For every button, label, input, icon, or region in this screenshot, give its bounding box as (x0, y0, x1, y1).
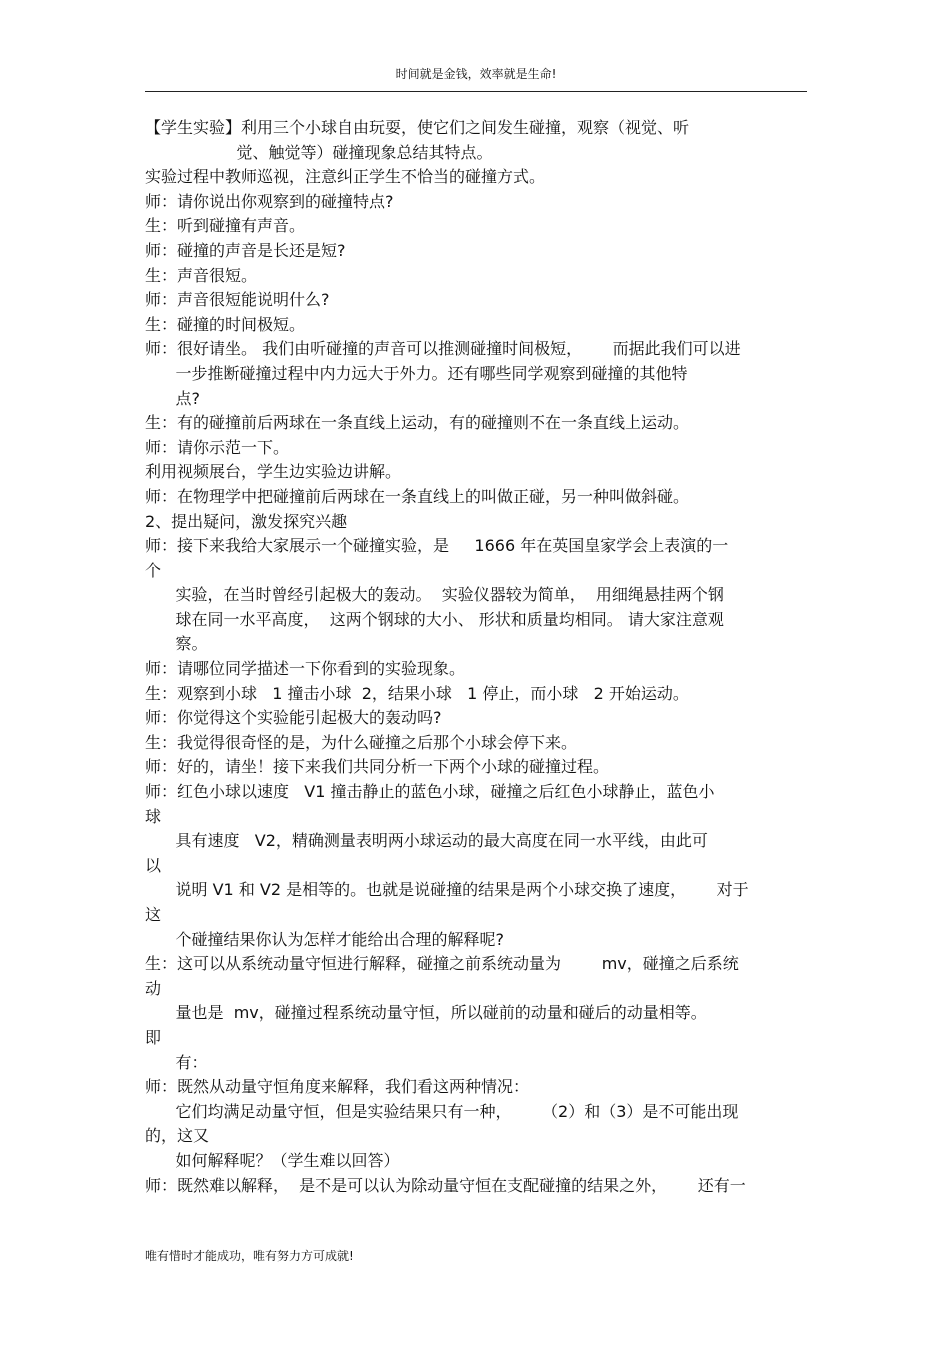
text-line: 量也是 mv，碰撞过程系统动量守恒，所以碰前的动量和碰后的动量相等。 (145, 1003, 707, 1023)
text-line: 师：在物理学中把碰撞前后两球在一条直线上的叫做正碰，另一种叫做斜碰。 (145, 486, 690, 506)
text-line: 有： (145, 1052, 208, 1072)
text-line: 球在同一水平高度， 这两个钢球的大小、 形状和质量均相同。 请大家注意观 (145, 609, 724, 629)
text-line: 如何解释呢？（学生难以回答） (145, 1150, 400, 1170)
text-line: 一步推断碰撞过程中内力远大于外力。还有哪些同学观察到碰撞的其他特 (145, 363, 688, 383)
text-line: 师：碰撞的声音是长还是短? (145, 240, 346, 260)
text-line: 觉、触觉等）碰撞现象总结其特点。 (145, 142, 493, 162)
text-line: 动 (145, 978, 162, 998)
text-line: 实验，在当时曾经引起极大的轰动。 实验仪器较为简单， 用细绳悬挂两个钢 (145, 585, 724, 605)
document-body (145, 116, 815, 1198)
text-line: 师：既然难以解释， 是不是可以认为除动量守恒在支配碰撞的结果之外， 还有一 (145, 1175, 746, 1195)
text-line: 生：碰撞的时间极短。 (145, 314, 306, 334)
text-line: 师：既然从动量守恒角度来解释，我们看这两种情况： (145, 1077, 530, 1097)
text-line: 师：红色小球以速度 V1 撞击静止的蓝色小球，碰撞之后红色小球静止，蓝色小 (145, 782, 715, 802)
text-line: 生：观察到小球 1 撞击小球 2，结果小球 1 停止，而小球 2 开始运动。 (145, 683, 689, 703)
page-header: 时间就是金钱，效率就是生命! (395, 67, 557, 81)
text-line: 球 (145, 806, 162, 826)
text-line: 生：有的碰撞前后两球在一条直线上运动，有的碰撞则不在一条直线上运动。 (145, 413, 690, 433)
text-line: 它们均满足动量守恒，但是实验结果只有一种， （2）和（3）是不可能出现 (145, 1101, 739, 1121)
text-line: 师：请你示范一下。 (145, 437, 290, 457)
text-line: 点? (145, 388, 201, 408)
text-line: 师：你觉得这个实验能引起极大的轰动吗? (145, 708, 442, 728)
text-line: 利用视频展台，学生边实验边讲解。 (145, 462, 402, 482)
text-line: 这 (145, 905, 162, 924)
text-line: 师：请哪位同学描述一下你看到的实验现象。 (145, 659, 466, 679)
text-line: 个 (145, 560, 162, 580)
text-line: 生：我觉得很奇怪的是，为什么碰撞之后那个小球会停下来。 (145, 732, 578, 752)
text-line: 具有速度 V2，精确测量表明两小球运动的最大高度在同一水平线，由此可 (145, 831, 708, 851)
text-line: 师：好的，请坐！接下来我们共同分析一下两个小球的碰撞过程。 (145, 757, 610, 777)
text-line: 【学生实验】利用三个小球自由玩耍，使它们之间发生碰撞，观察（视觉、听 (145, 118, 690, 137)
text-line: 以 (145, 855, 162, 875)
text-line: 生：听到碰撞有声音。 (145, 216, 306, 236)
text-line: 生：声音很短。 (145, 265, 258, 285)
text-line: 个碰撞结果你认为怎样才能给出合理的解释呢? (145, 929, 505, 949)
text-line: 师：声音很短能说明什么? (145, 290, 330, 310)
text-line: 师：请你说出你观察到的碰撞特点? (145, 191, 394, 211)
text-line: 即 (145, 1027, 162, 1047)
text-line: 实验过程中教师巡视，注意纠正学生不恰当的碰撞方式。 (145, 167, 546, 187)
text-line: 的，这又 (145, 1126, 210, 1146)
text-line: 师：接下来我给大家展示一个碰撞实验，是 1666 年在英国皇家学会上表演的一 (145, 536, 729, 556)
text-line: 生：这可以从系统动量守恒进行解释，碰撞之前系统动量为 mv，碰撞之后系统 (145, 954, 739, 974)
text-line: 师：很好请坐。 我们由听碰撞的声音可以推测碰撞时间极短， 而据此我们可以进 (145, 339, 741, 359)
header-divider (145, 91, 807, 92)
text-line: 察。 (145, 634, 208, 654)
text-line: 2、提出疑问，激发探究兴趣 (145, 511, 348, 531)
text-line: 说明 V1 和 V2 是相等的。也就是说碰撞的结果是两个小球交换了速度， 对于 (145, 880, 749, 900)
page-footer: 唯有惜时才能成功，唯有努力方可成就! (145, 1249, 354, 1263)
